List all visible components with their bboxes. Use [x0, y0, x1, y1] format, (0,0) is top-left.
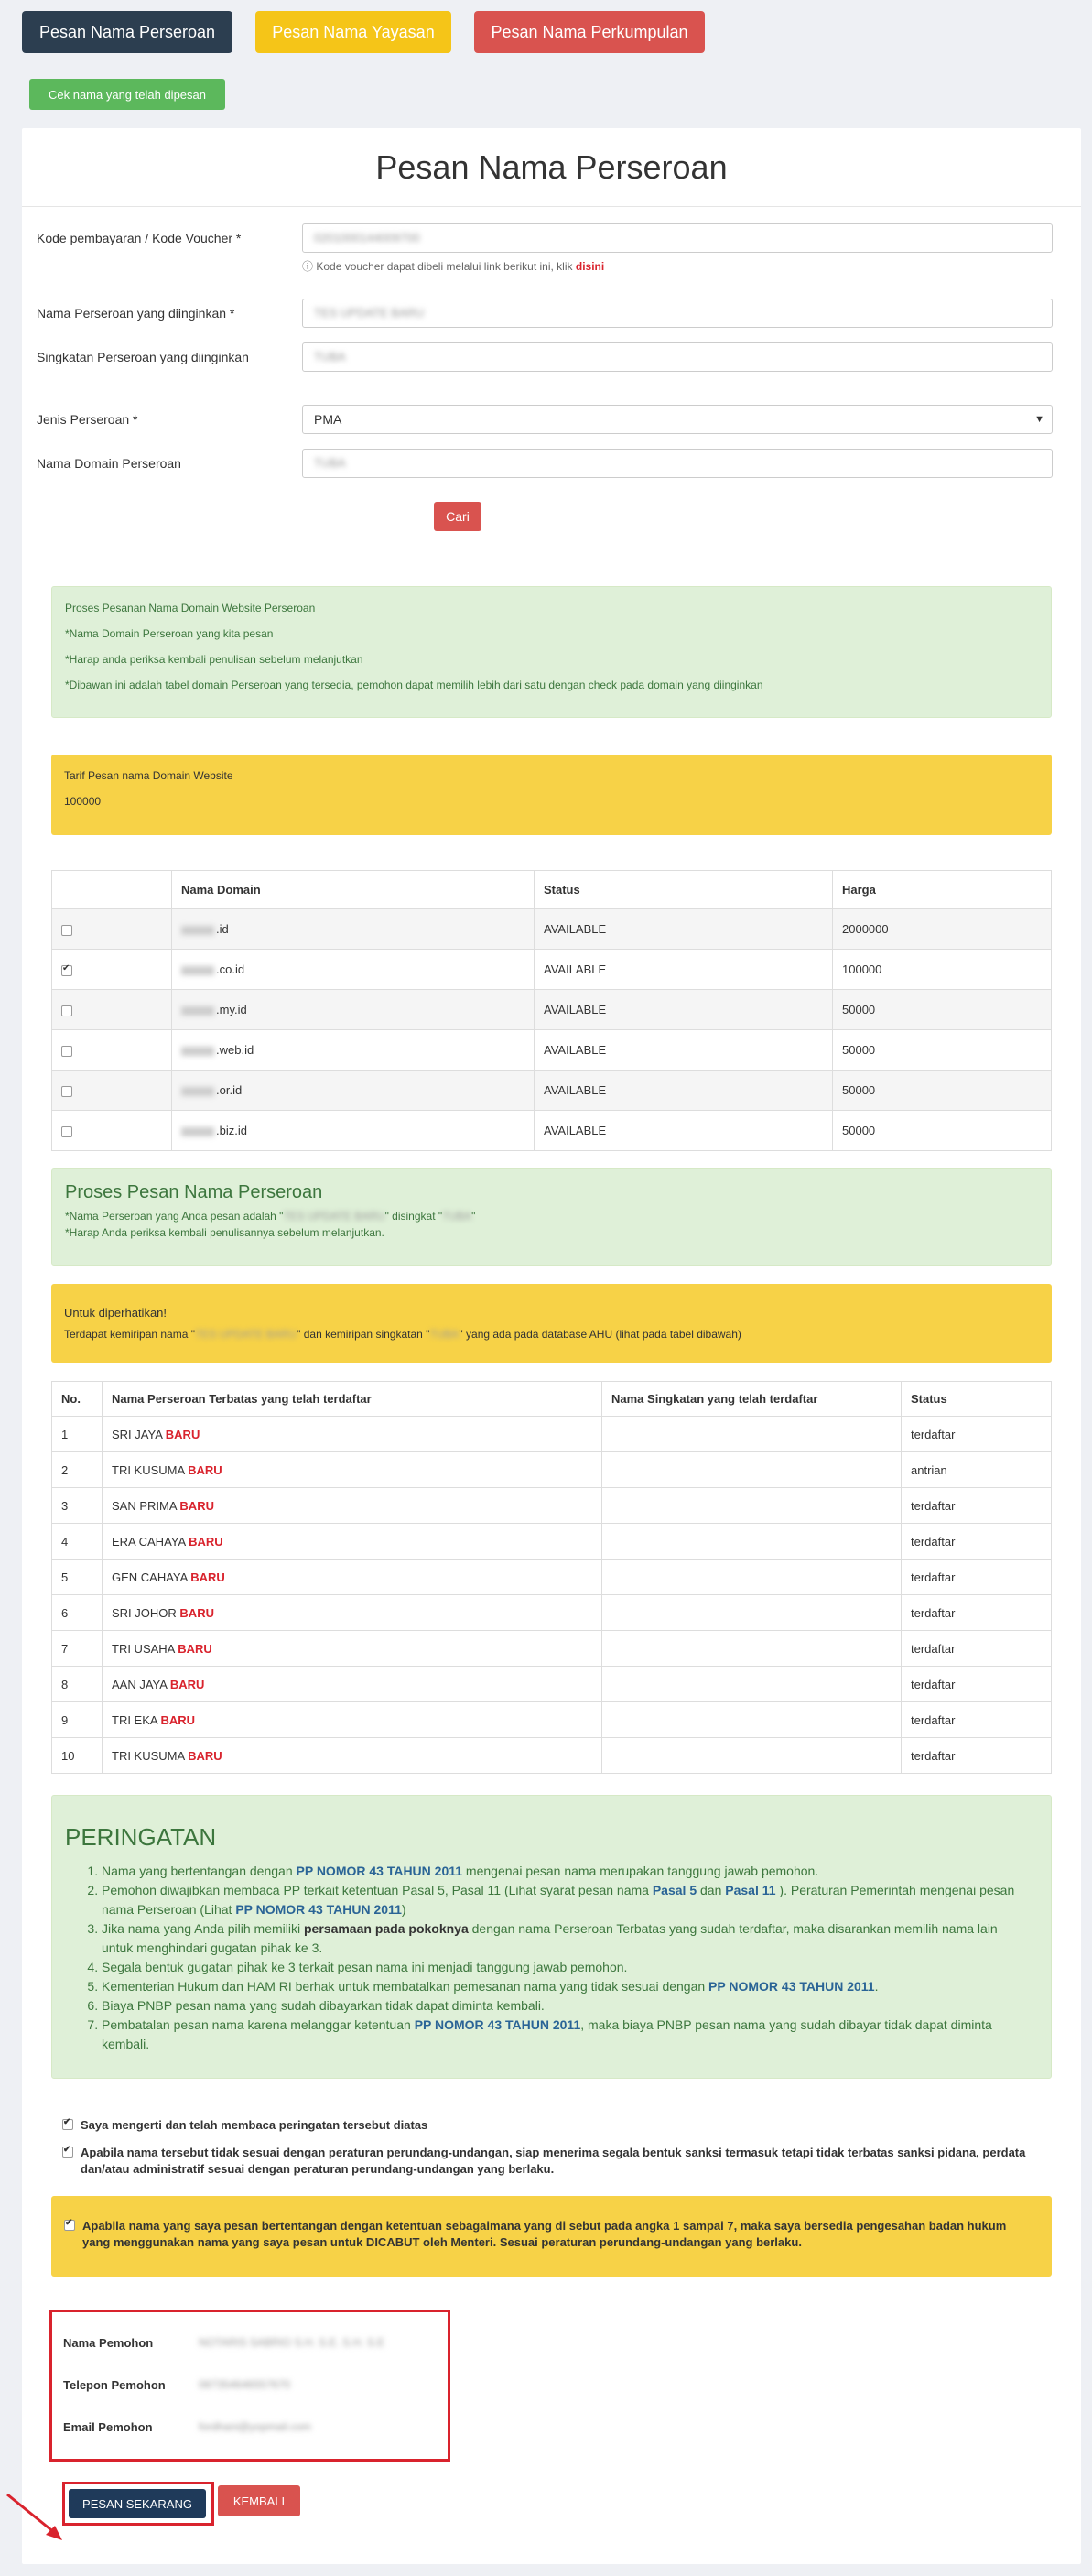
similar-name: TRI EKA: [112, 1712, 157, 1727]
similar-no: 4: [52, 1524, 103, 1560]
similar-no: 6: [52, 1595, 103, 1631]
peringatan-box: [51, 1795, 1052, 2079]
telepon-pemohon-label: Telepon Pemohon: [63, 2378, 166, 2392]
similar-baru: BARU: [188, 1748, 222, 1763]
domain-label: Nama Domain Perseroan: [37, 456, 181, 471]
singkatan-input[interactable]: [302, 342, 1053, 372]
similar-row: [52, 1631, 1052, 1667]
pp-link[interactable]: PP NOMOR 43 TAHUN 2011: [414, 2017, 581, 2032]
notice-text-short: TUBA: [429, 1328, 460, 1341]
dropdown-arrow-icon: ▼: [1034, 414, 1044, 425]
similar-no: 9: [52, 1702, 103, 1738]
similar-name: SRI JAYA: [112, 1427, 163, 1441]
t: Kementerian Hukum dan HAM RI berhak untuk membatalkan pemesanan nama yang tidak sesuai dengan: [102, 1979, 709, 1994]
pesan-nama-yayasan-button[interactable]: Pesan Nama Yayasan: [255, 11, 451, 53]
similar-singkatan: [602, 1667, 902, 1702]
similar-row: [52, 1417, 1052, 1452]
jenis-select[interactable]: [302, 405, 1053, 434]
peringatan-item-2: [102, 1881, 1026, 1919]
peringatan-item-4: 4. Segala bentuk gugatan pihak ke 3 terkait pesan nama ini menjadi tanggung jawab pemohon.: [102, 1958, 1026, 1977]
similar-status: terdaftar: [902, 1595, 1052, 1631]
t: mengenai pesan nama merupakan tanggung jawab pemohon.: [462, 1864, 819, 1878]
domain-checkbox[interactable]: [61, 1126, 72, 1137]
peringatan-item-5: [102, 1977, 1026, 1996]
t: , maka biaya PNBP pesan nama yang sudah dibayar tidak dapat diminta kembali.: [102, 2017, 992, 2051]
domain-table: [51, 870, 1052, 1151]
domain-row: [52, 1030, 1052, 1071]
similar-no: 7: [52, 1631, 103, 1667]
similar-singkatan: [602, 1488, 902, 1524]
similar-name-cell: [103, 1488, 602, 1524]
similar-baru: BARU: [179, 1605, 214, 1620]
pemohon-box: [49, 2310, 450, 2462]
similar-name: GEN CAHAYA: [112, 1570, 188, 1584]
similar-baru: BARU: [165, 1427, 200, 1441]
domain-select-cell: [52, 990, 172, 1030]
domain-name-cell: [172, 950, 535, 990]
domain-harga: 50000: [833, 990, 1052, 1030]
domain-input[interactable]: [302, 449, 1053, 478]
t: Pembatalan pesan nama karena melanggar ketentuan: [102, 2017, 415, 2032]
agree-2-label: Apabila nama tersebut tidak sesuai dengan peraturan perundang-undangan, siap menerima segala bentuk sanksi termasuk tetapi tidak terbatas sanksi pidana, perdata dan/atau administratif sesuai dengan peraturan perundang-undangan yang berlaku.: [81, 2146, 1026, 2176]
cek-nama-button[interactable]: Cek nama yang telah dipesan: [29, 79, 225, 110]
similar-th-1: Nama Perseroan Terbatas yang telah terdaftar: [103, 1382, 602, 1417]
agree-3-box: [51, 2196, 1052, 2277]
similar-name: TRI USAHA: [112, 1641, 175, 1656]
domain-suffix: .biz.id: [216, 1124, 247, 1137]
similar-singkatan: [602, 1452, 902, 1488]
proses-title: Proses Pesan Nama Perseroan: [65, 1182, 323, 1202]
proses-line1: [65, 1210, 475, 1223]
similar-baru: BARU: [169, 1677, 205, 1691]
proses-line1-c: ": [471, 1210, 476, 1223]
peringatan-item-6: 6. Biaya PNBP pesan nama yang sudah dibayarkan tidak dapat diminta kembali.: [102, 1996, 1026, 2016]
divider: [22, 206, 1081, 207]
proses-line2: *Harap Anda periksa kembali penulisannya sebelum melanjutkan.: [65, 1226, 384, 1239]
similar-baru: BARU: [179, 1498, 214, 1513]
agree-1[interactable]: [62, 2117, 1033, 2134]
agree-3-checkbox[interactable]: [64, 2220, 75, 2231]
agree-2[interactable]: [62, 2145, 1033, 2178]
t: dan: [697, 1883, 726, 1897]
similar-name: ERA CAHAYA: [112, 1534, 186, 1549]
nama-input[interactable]: [302, 299, 1053, 328]
domain-suffix: .id: [216, 922, 229, 936]
similar-name: SRI JOHOR: [112, 1605, 177, 1620]
domain-row: [52, 990, 1052, 1030]
notice-box: [51, 1284, 1052, 1363]
similar-singkatan: [602, 1738, 902, 1774]
domain-th-0: [52, 871, 172, 909]
form-panel: [22, 128, 1081, 2564]
pasal5-link[interactable]: Pasal 5: [652, 1883, 697, 1897]
similar-status: terdaftar: [902, 1667, 1052, 1702]
similar-no: 8: [52, 1667, 103, 1702]
proses-line1-name: TES UPDATE BARU: [283, 1210, 385, 1223]
similar-row: [52, 1702, 1052, 1738]
t: Nama yang bertentangan dengan: [102, 1864, 297, 1878]
similar-name-cell: [103, 1417, 602, 1452]
similar-singkatan: [602, 1702, 902, 1738]
similar-status: terdaftar: [902, 1417, 1052, 1452]
domain-base-blur: [181, 1047, 214, 1056]
domain-status: AVAILABLE: [535, 990, 833, 1030]
t: Pemohon diwajibkan membaca PP terkait ketentuan Pasal 5, Pasal 11 (Lihat syarat pesan nama: [102, 1883, 653, 1897]
domain-base-blur: [181, 1006, 214, 1016]
nama-pemohon-label: Nama Pemohon: [63, 2336, 154, 2350]
domain-status: AVAILABLE: [535, 950, 833, 990]
domain-select-cell: [52, 950, 172, 990]
similar-baru: BARU: [188, 1462, 222, 1477]
notice-text: [64, 1328, 741, 1341]
t: persamaan pada pokoknya: [304, 1921, 469, 1936]
domain-harga: 50000: [833, 1071, 1052, 1111]
tarif-box: [51, 755, 1052, 835]
t: Jika nama yang Anda pilih memiliki: [102, 1921, 304, 1936]
similar-singkatan: [602, 1631, 902, 1667]
similar-baru: BARU: [190, 1570, 225, 1584]
proses-line1-a: *Nama Perseroan yang Anda pesan adalah ": [65, 1210, 284, 1223]
domain-checkbox[interactable]: [61, 1005, 72, 1016]
similar-singkatan: [602, 1595, 902, 1631]
kode-input[interactable]: [302, 223, 1053, 253]
domain-status: AVAILABLE: [535, 909, 833, 950]
domain-status: AVAILABLE: [535, 1111, 833, 1151]
notice-title: Untuk diperhatikan!: [64, 1306, 168, 1320]
similar-table: [51, 1381, 1052, 1774]
similar-baru: BARU: [160, 1712, 196, 1727]
similar-no: 5: [52, 1560, 103, 1595]
similar-singkatan: [602, 1560, 902, 1595]
pp-link[interactable]: PP NOMOR 43 TAHUN 2011: [235, 1902, 402, 1917]
page-title: Pesan Nama Perseroan: [375, 148, 728, 186]
kode-help: [302, 258, 604, 274]
proses-box: [51, 1168, 1052, 1266]
red-arrow-icon: [4, 2491, 68, 2546]
similar-row: [52, 1560, 1052, 1595]
similar-baru: BARU: [178, 1641, 212, 1656]
similar-name-cell: [103, 1631, 602, 1667]
similar-status: antrian: [902, 1452, 1052, 1488]
domain-select-cell: [52, 909, 172, 950]
domain-info-line4: *Dibawan ini adalah tabel domain Perseroan yang tersedia, pemohon dapat memilih lebih dari satu dengan check pada domain yang diinginkan: [65, 679, 763, 691]
similar-name: SAN PRIMA: [112, 1498, 177, 1513]
pp-link[interactable]: PP NOMOR 43 TAHUN 2011: [296, 1864, 463, 1878]
similar-name-cell: [103, 1452, 602, 1488]
similar-no: 10: [52, 1738, 103, 1774]
peringatan-item-7: [102, 2016, 1026, 2054]
domain-suffix: .co.id: [216, 962, 245, 976]
similar-row: [52, 1524, 1052, 1560]
domain-checkbox[interactable]: [61, 1086, 72, 1097]
domain-base-blur: [181, 926, 214, 935]
nama-value: TES UPDATE BARU: [314, 306, 425, 320]
similar-row: [52, 1667, 1052, 1702]
top-nav: [22, 11, 705, 53]
domain-name-cell: [172, 1111, 535, 1151]
similar-no: 3: [52, 1488, 103, 1524]
similar-status: terdaftar: [902, 1631, 1052, 1667]
notice-text-b: " dan kemiripan singkatan ": [297, 1328, 430, 1341]
singkatan-value: TUBA: [314, 350, 346, 364]
domain-suffix: .web.id: [216, 1043, 254, 1057]
domain-info-line2: *Nama Domain Perseroan yang kita pesan: [65, 627, 274, 640]
domain-select-cell: [52, 1030, 172, 1071]
t: dengan nama Perseroan Terbatas yang sudah terdaftar, maka disarankan memilih nama lain untuk menghindari gugatan pihak ke 3.: [102, 1921, 998, 1955]
domain-harga: 100000: [833, 950, 1052, 990]
domain-checkbox[interactable]: [61, 965, 72, 976]
nama-pemohon-value: NOTARIS SABRIO S.H. S.E. S.H. S.E: [199, 2336, 385, 2349]
similar-name-cell: [103, 1667, 602, 1702]
domain-value: TUBA: [314, 456, 346, 470]
proses-line1-b: " disingkat ": [384, 1210, 443, 1223]
domain-select-cell: [52, 1071, 172, 1111]
similar-name-cell: [103, 1560, 602, 1595]
proses-line1-short: TUBA: [442, 1210, 472, 1223]
domain-th-3: Harga: [833, 871, 1052, 909]
similar-status: terdaftar: [902, 1738, 1052, 1774]
pesan-nama-perkumpulan-button[interactable]: Pesan Nama Perkumpulan: [474, 11, 705, 53]
similar-no: 1: [52, 1417, 103, 1452]
peringatan-title: PERINGATAN: [65, 1823, 217, 1851]
peringatan-item-1: [102, 1862, 1026, 1881]
domain-harga: 50000: [833, 1111, 1052, 1151]
similar-singkatan: [602, 1524, 902, 1560]
domain-th-1: Nama Domain: [172, 871, 535, 909]
notice-text-c: " yang ada pada database AHU (lihat pada tabel dibawah): [459, 1328, 741, 1341]
domain-th-2: Status: [535, 871, 833, 909]
similar-status: terdaftar: [902, 1560, 1052, 1595]
telepon-pemohon-value: 087354646557670: [199, 2378, 291, 2391]
domain-suffix: .or.id: [216, 1083, 243, 1097]
similar-th-2: Nama Singkatan yang telah terdaftar: [602, 1382, 902, 1417]
domain-name-cell: [172, 1071, 535, 1111]
similar-status: terdaftar: [902, 1524, 1052, 1560]
domain-name-cell: [172, 1030, 535, 1071]
disini-link[interactable]: disini: [575, 260, 605, 273]
pesan-sekarang-button[interactable]: PESAN SEKARANG: [69, 2489, 206, 2518]
domain-name-cell: [172, 909, 535, 950]
agree-2-checkbox[interactable]: [62, 2147, 73, 2158]
similar-name-cell: [103, 1524, 602, 1560]
t: ): [401, 1902, 406, 1917]
similar-row: [52, 1488, 1052, 1524]
nama-label: Nama Perseroan yang diinginkan *: [37, 306, 235, 321]
notice-text-name: TES UPDATE BARU: [195, 1328, 297, 1341]
pasal11-link[interactable]: Pasal 11: [725, 1883, 776, 1897]
similar-status: terdaftar: [902, 1488, 1052, 1524]
domain-status: AVAILABLE: [535, 1030, 833, 1071]
similar-name: TRI KUSUMA: [112, 1462, 185, 1477]
pesan-highlight: [62, 2482, 214, 2526]
domain-base-blur: [181, 1087, 214, 1096]
t: ). Peraturan Pemerintah mengenai pesan nama Perseroan (Lihat: [102, 1883, 1015, 1917]
kembali-button[interactable]: KEMBALI: [218, 2485, 300, 2516]
domain-name-cell: [172, 990, 535, 1030]
domain-select-cell: [52, 1111, 172, 1151]
similar-row: [52, 1452, 1052, 1488]
domain-status: AVAILABLE: [535, 1071, 833, 1111]
info-icon: ⓘ: [302, 260, 314, 273]
domain-row: [52, 950, 1052, 990]
agree-1-label: Saya mengerti dan telah membaca peringatan tersebut diatas: [81, 2118, 428, 2132]
pp-link[interactable]: PP NOMOR 43 TAHUN 2011: [708, 1979, 875, 1994]
tarif-label: Tarif Pesan nama Domain Website: [64, 769, 233, 782]
domain-base-blur: [181, 1127, 214, 1136]
peringatan-list: [65, 1862, 1026, 2054]
singkatan-label: Singkatan Perseroan yang diinginkan: [37, 350, 249, 364]
agree-1-checkbox[interactable]: [62, 2119, 73, 2130]
domain-harga: 50000: [833, 1030, 1052, 1071]
peringatan-item-3: [102, 1919, 1026, 1958]
kode-label: Kode pembayaran / Kode Voucher *: [37, 231, 242, 245]
t: .: [874, 1979, 879, 1994]
domain-info-line3: *Harap anda periksa kembali penulisan sebelum melanjutkan: [65, 653, 363, 666]
notice-text-a: Terdapat kemiripan nama ": [64, 1328, 195, 1341]
similar-name: AAN JAYA: [112, 1677, 168, 1691]
email-pemohon-label: Email Pemohon: [63, 2420, 153, 2434]
domain-harga: 2000000: [833, 909, 1052, 950]
jenis-label: Jenis Perseroan *: [37, 412, 138, 427]
domain-base-blur: [181, 966, 214, 975]
similar-th-0: No.: [52, 1382, 103, 1417]
similar-row: [52, 1738, 1052, 1774]
domain-suffix: .my.id: [216, 1003, 247, 1016]
kode-value: 0201000144009700: [314, 231, 420, 245]
similar-singkatan: [602, 1417, 902, 1452]
tarif-value: 100000: [64, 795, 102, 808]
agree-3-label: Apabila nama yang saya pesan bertentangan dengan ketentuan sebagaimana yang di sebut pada angka 1 sampai 7, maka saya bersedia pengesahan badan hukum yang menggunakan nama yang saya pesan untuk DICABUT oleh Menteri. Sesuai peraturan perundang-undangan yang berlaku.: [82, 2219, 1007, 2249]
kode-help-text: Kode voucher dapat dibeli melalui link berikut ini, klik: [316, 260, 573, 273]
domain-info-line1: Proses Pesanan Nama Domain Website Perseroan: [65, 602, 316, 614]
domain-row: [52, 909, 1052, 950]
similar-row: [52, 1595, 1052, 1631]
similar-name-cell: [103, 1738, 602, 1774]
similar-name-cell: [103, 1595, 602, 1631]
similar-no: 2: [52, 1452, 103, 1488]
domain-checkbox[interactable]: [61, 925, 72, 936]
cari-button[interactable]: Cari: [434, 502, 481, 531]
pesan-nama-perseroan-button[interactable]: Pesan Nama Perseroan: [22, 11, 232, 53]
similar-name-cell: [103, 1702, 602, 1738]
domain-row: [52, 1111, 1052, 1151]
similar-th-3: Status: [902, 1382, 1052, 1417]
email-pemohon-value: fordhani@yopmail.com: [199, 2420, 311, 2433]
domain-row: [52, 1071, 1052, 1111]
domain-checkbox[interactable]: [61, 1046, 72, 1057]
similar-baru: BARU: [189, 1534, 223, 1549]
similar-status: terdaftar: [902, 1702, 1052, 1738]
domain-info-box: [51, 586, 1052, 718]
jenis-value: PMA: [314, 412, 342, 427]
agree-3[interactable]: [64, 2218, 1034, 2251]
similar-name: TRI KUSUMA: [112, 1748, 185, 1763]
